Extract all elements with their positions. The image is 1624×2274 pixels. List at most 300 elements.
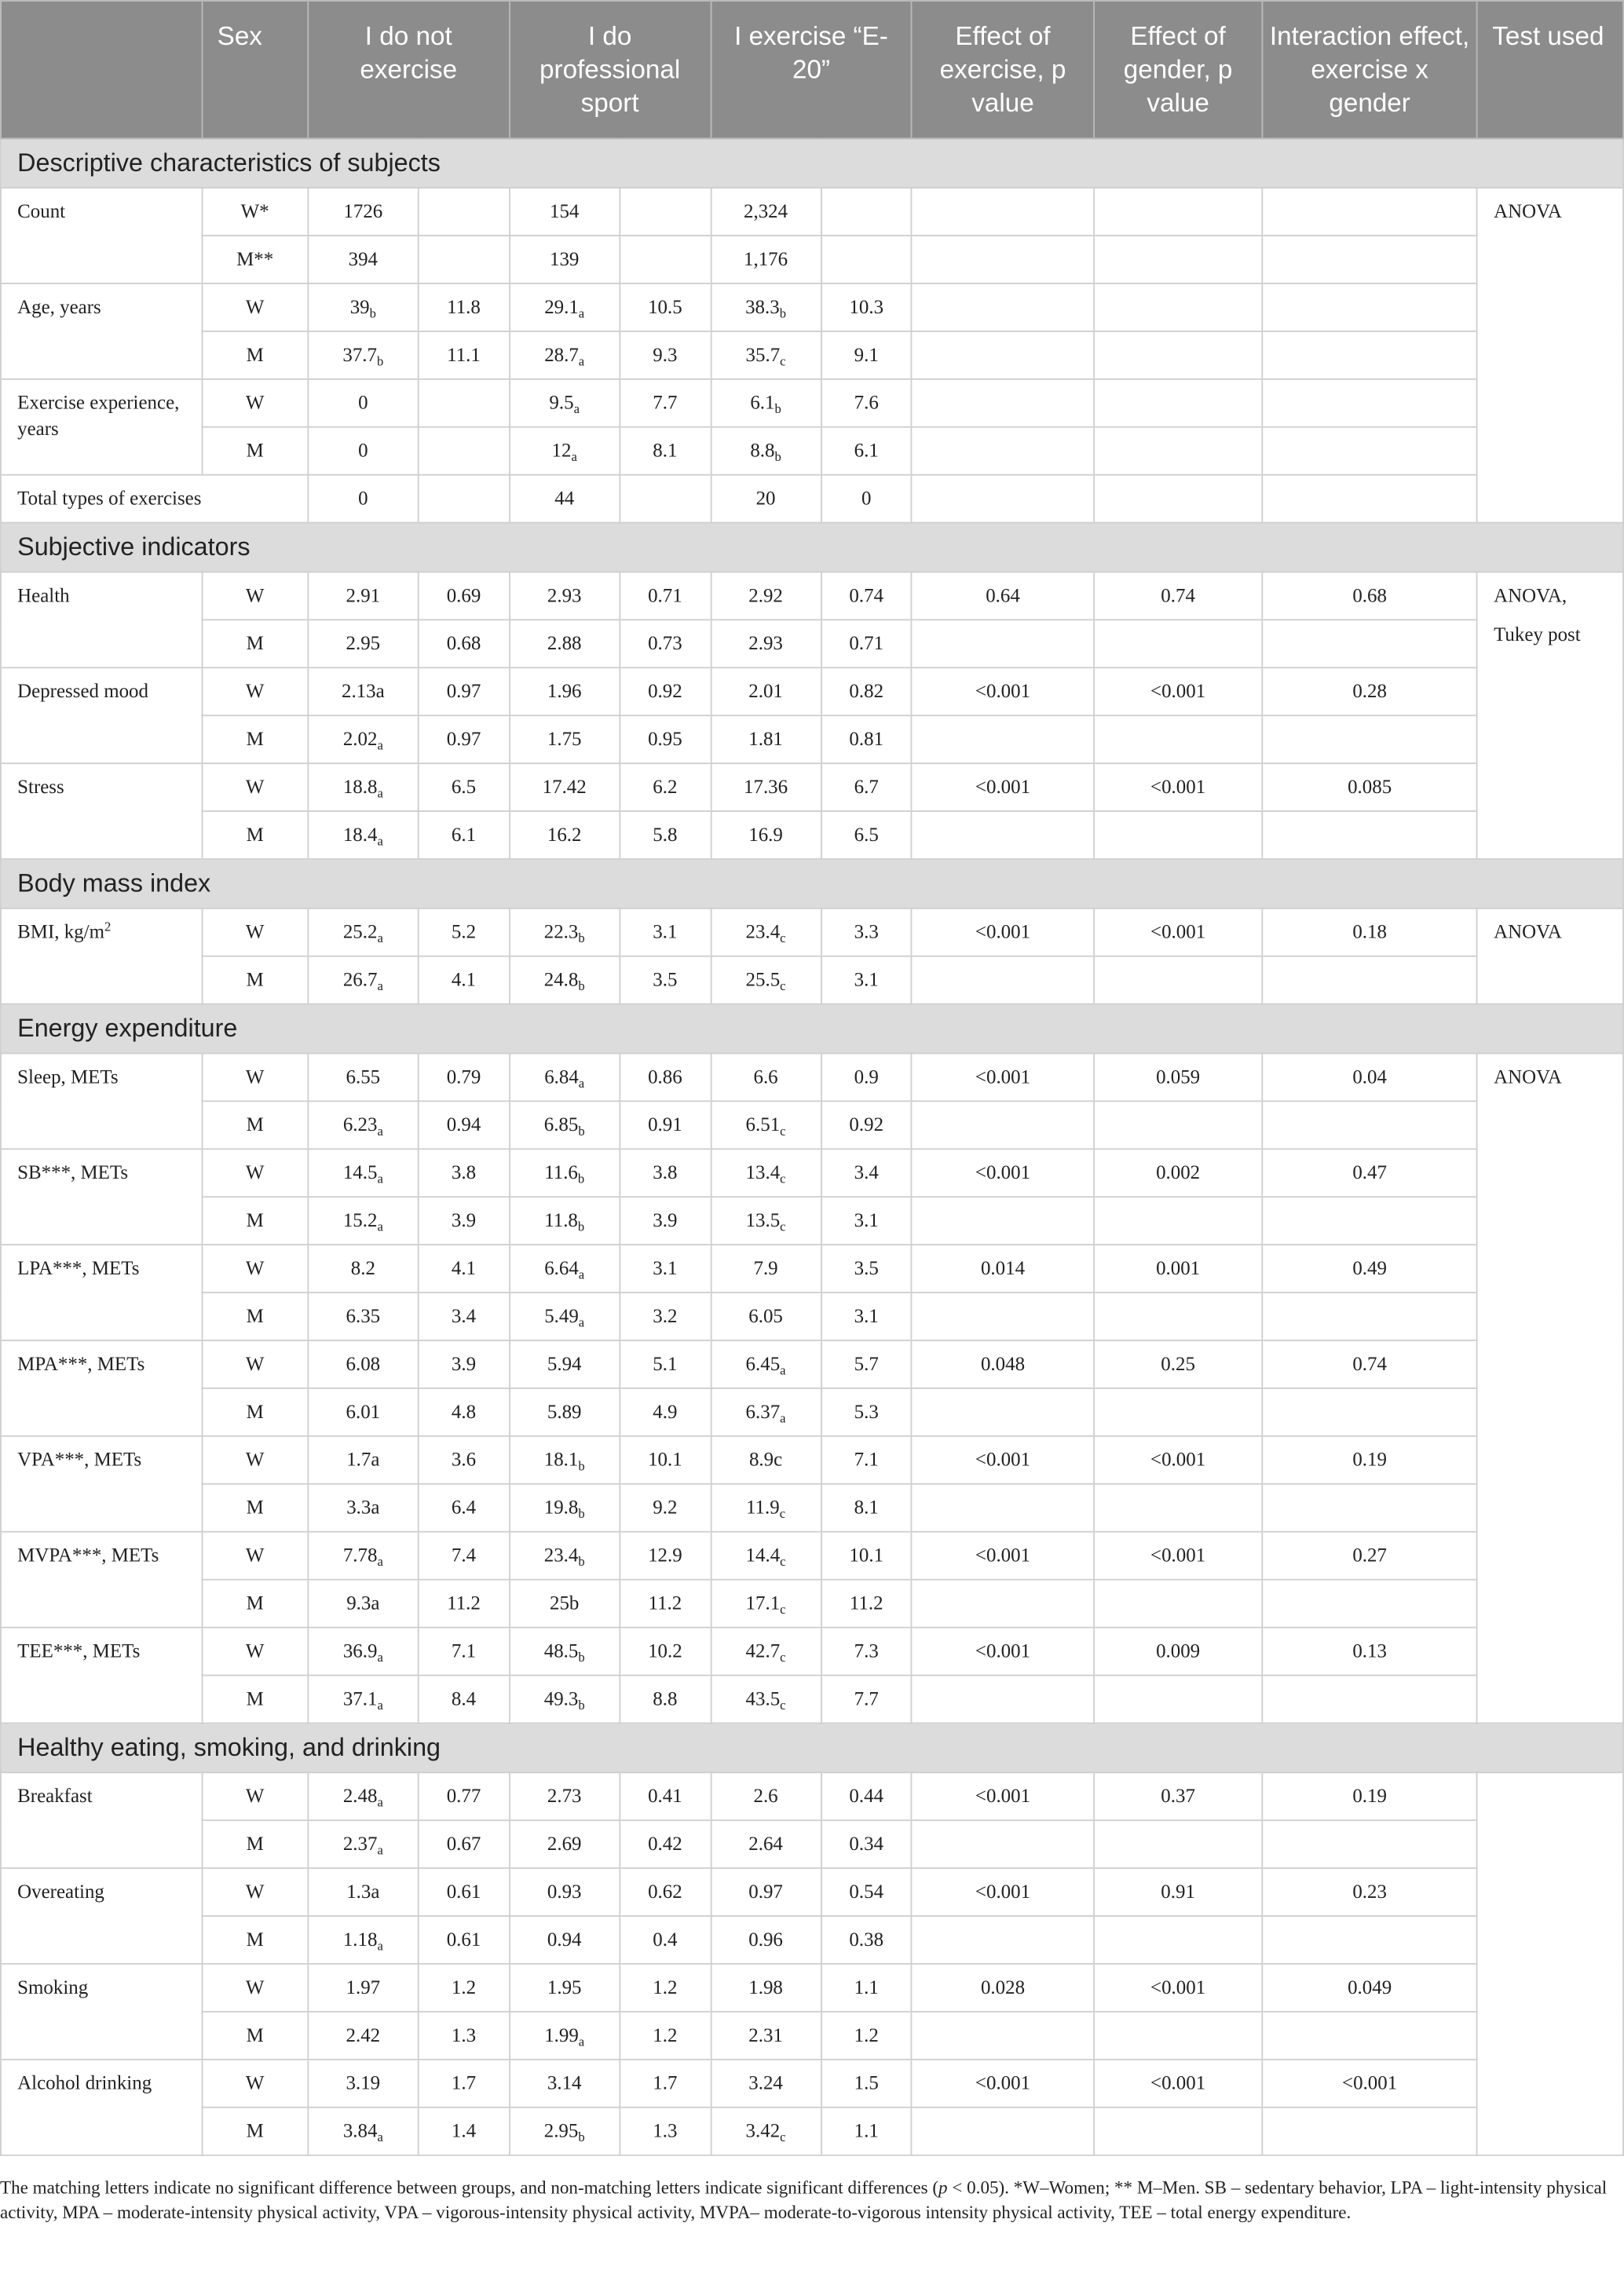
p-exercise [912, 475, 1094, 523]
sex-cell: W [202, 283, 308, 331]
table-row [1, 1916, 1623, 1964]
p-exercise [912, 1388, 1094, 1436]
p-interaction: 0.49 [1262, 1245, 1476, 1292]
p-interaction [1262, 956, 1476, 1004]
no-exercise-mean: 9.3a [308, 1580, 419, 1628]
no-exercise-sd: 8.4 [419, 1676, 510, 1724]
p-exercise [912, 620, 1094, 667]
no-exercise-mean: 1.3a [308, 1868, 419, 1916]
professional-sd: 0.91 [620, 1101, 711, 1149]
no-exercise-sd: 4.1 [419, 956, 510, 1004]
section-title: Healthy eating, smoking, and drinking [1, 1723, 1623, 1772]
p-exercise [912, 427, 1094, 475]
sex-cell: W [202, 1053, 308, 1101]
variable-label: MPA***, METs [1, 1340, 202, 1436]
p-exercise: <0.001 [912, 763, 1094, 811]
no-exercise-mean: $2.37_a$ [308, 1820, 419, 1868]
professional-mean: $48.5_b$ [509, 1628, 620, 1676]
sex-cell: M** [202, 236, 308, 283]
p-gender [1094, 620, 1263, 667]
test-used-cell [1477, 1772, 1623, 2155]
professional-sd: 6.2 [620, 763, 711, 811]
variable-label: Smoking [1, 1964, 202, 2060]
e20-sd: 6.1 [821, 427, 912, 475]
professional-mean: 2.88 [509, 620, 620, 667]
p-exercise [912, 1820, 1094, 1868]
professional-sd: 3.9 [620, 1197, 711, 1245]
sex-cell: M [202, 956, 308, 1004]
p-gender: 0.009 [1094, 1628, 1263, 1676]
e20-sd: 1.1 [821, 2108, 912, 2155]
variable-label: Overeating [1, 1868, 202, 1964]
p-exercise [912, 1676, 1094, 1724]
professional-sd: 5.8 [620, 811, 711, 859]
p-interaction [1262, 1101, 1476, 1149]
e20-mean: 0.97 [711, 1868, 821, 1916]
sex-cell: W [202, 1340, 308, 1388]
table-row [1, 1820, 1623, 1868]
no-exercise-mean: 394 [308, 236, 419, 283]
no-exercise-mean: 0 [308, 427, 419, 475]
no-exercise-sd: 1.4 [419, 2108, 510, 2155]
header-e20: I exercise “E-20” [711, 1, 912, 138]
variable-label: Alcohol drinking [1, 2060, 202, 2155]
p-gender [1094, 427, 1263, 475]
professional-sd: 0.73 [620, 620, 711, 667]
no-exercise-mean: 2.95 [308, 620, 419, 667]
professional-sd: 0.4 [620, 1916, 711, 1964]
e20-mean: 2.64 [711, 1820, 821, 1868]
p-interaction [1262, 1676, 1476, 1724]
no-exercise-sd: 0.77 [419, 1772, 510, 1820]
professional-sd: 0.71 [620, 572, 711, 620]
variable-label: Age, years [1, 283, 202, 379]
professional-mean: $2.95_b$ [509, 2108, 620, 2155]
table-row [1, 283, 1623, 331]
e20-sd: 10.3 [821, 283, 912, 331]
sex-cell: W [202, 379, 308, 427]
e20-mean: 2.92 [711, 572, 821, 620]
table-row [1, 909, 1623, 956]
p-interaction: 0.19 [1262, 1772, 1476, 1820]
e20-mean: $35.7_c$ [711, 331, 821, 379]
section-row [1, 859, 1623, 909]
header-no-exercise: I do not exercise [308, 1, 509, 138]
e20-sd: 7.7 [821, 1676, 912, 1724]
table-row [1, 667, 1623, 715]
professional-sd: 0.92 [620, 667, 711, 715]
table-row [1, 572, 1623, 620]
p-interaction: 0.18 [1262, 909, 1476, 956]
p-gender: 0.001 [1094, 1245, 1263, 1292]
variable-label: MVPA***, METs [1, 1532, 202, 1628]
e20-mean: 20 [711, 475, 821, 523]
sex-cell: W [202, 1628, 308, 1676]
professional-sd: 0.95 [620, 715, 711, 763]
professional-mean: 17.42 [509, 763, 620, 811]
test-used-cell: ANOVA [1477, 188, 1623, 523]
e20-sd: 3.1 [821, 1197, 912, 1245]
e20-sd: 3.4 [821, 1149, 912, 1197]
e20-mean: $13.5_c$ [711, 1197, 821, 1245]
e20-sd [821, 236, 912, 283]
p-gender: <0.001 [1094, 763, 1263, 811]
e20-mean: 1,176 [711, 236, 821, 283]
section-title: Body mass index [1, 859, 1623, 909]
p-gender: <0.001 [1094, 1532, 1263, 1580]
professional-mean: 1.75 [509, 715, 620, 763]
variable-label: VPA***, METs [1, 1436, 202, 1532]
variable-label: Breakfast [1, 1772, 202, 1868]
sex-cell: M [202, 2108, 308, 2155]
e20-sd: 0.81 [821, 715, 912, 763]
table-row [1, 1484, 1623, 1532]
sex-cell: W [202, 1532, 308, 1580]
professional-sd: 1.3 [620, 2108, 711, 2155]
professional-sd: 0.41 [620, 1772, 711, 1820]
no-exercise-sd [419, 379, 510, 427]
e20-mean: 2.01 [711, 667, 821, 715]
header-professional-sport: I do professional sport [509, 1, 710, 138]
no-exercise-mean: 0 [308, 475, 419, 523]
p-interaction: 0.68 [1262, 572, 1476, 620]
no-exercise-mean: $2.02_a$ [308, 715, 419, 763]
p-exercise [912, 811, 1094, 859]
sex-cell: W [202, 1149, 308, 1197]
no-exercise-mean: $14.5_a$ [308, 1149, 419, 1197]
sex-cell: M [202, 1197, 308, 1245]
no-exercise-mean: 1726 [308, 188, 419, 236]
p-exercise [912, 2012, 1094, 2060]
professional-mean: 154 [509, 188, 620, 236]
e20-mean: $25.5_c$ [711, 956, 821, 1004]
e20-sd: 0.71 [821, 620, 912, 667]
sex-cell: W [202, 1436, 308, 1484]
table-row [1, 1964, 1623, 2012]
table-row [1, 2108, 1623, 2155]
professional-sd: 0.42 [620, 1820, 711, 1868]
e20-mean: 0.96 [711, 1916, 821, 1964]
professional-mean: 5.94 [509, 1340, 620, 1388]
sex-cell: W [202, 1868, 308, 1916]
p-interaction: 0.085 [1262, 763, 1476, 811]
table-row [1, 236, 1623, 283]
e20-sd: 0.44 [821, 1772, 912, 1820]
no-exercise-sd: 3.9 [419, 1340, 510, 1388]
professional-sd: 12.9 [620, 1532, 711, 1580]
p-gender: 0.91 [1094, 1868, 1263, 1916]
professional-mean: 1.95 [509, 1964, 620, 2012]
e20-sd: 0 [821, 475, 912, 523]
e20-sd: 1.5 [821, 2060, 912, 2108]
p-interaction: <0.001 [1262, 2060, 1476, 2108]
e20-sd: 0.38 [821, 1916, 912, 1964]
e20-sd: 7.3 [821, 1628, 912, 1676]
p-gender: 0.74 [1094, 572, 1263, 620]
professional-mean: 139 [509, 236, 620, 283]
professional-sd: 0.86 [620, 1053, 711, 1101]
table-row [1, 620, 1623, 667]
no-exercise-sd: 1.3 [419, 2012, 510, 2060]
e20-mean: 1.98 [711, 1964, 821, 2012]
no-exercise-mean: 3.3a [308, 1484, 419, 1532]
variable-label: TEE***, METs [1, 1628, 202, 1724]
e20-mean: 1.81 [711, 715, 821, 763]
e20-mean: $42.7_c$ [711, 1628, 821, 1676]
p-gender [1094, 236, 1263, 283]
p-interaction [1262, 2012, 1476, 2060]
p-interaction [1262, 1292, 1476, 1340]
e20-mean: $43.5_c$ [711, 1676, 821, 1724]
e20-mean: $6.45_a$ [711, 1340, 821, 1388]
professional-mean: 1.96 [509, 667, 620, 715]
table-row [1, 1245, 1623, 1292]
e20-mean: $3.42_c$ [711, 2108, 821, 2155]
table-row [1, 1053, 1623, 1101]
professional-sd: 3.2 [620, 1292, 711, 1340]
professional-mean: 3.14 [509, 2060, 620, 2108]
no-exercise-mean: $26.7_a$ [308, 956, 419, 1004]
e20-sd: 5.3 [821, 1388, 912, 1436]
professional-sd: 8.1 [620, 427, 711, 475]
table-row [1, 1628, 1623, 1676]
e20-mean: 6.05 [711, 1292, 821, 1340]
no-exercise-sd: 11.8 [419, 283, 510, 331]
e20-sd: 9.1 [821, 331, 912, 379]
e20-sd: 3.5 [821, 1245, 912, 1292]
p-exercise: <0.001 [912, 909, 1094, 956]
e20-mean: 17.36 [711, 763, 821, 811]
p-exercise [912, 331, 1094, 379]
e20-sd: 6.5 [821, 811, 912, 859]
p-gender: <0.001 [1094, 1436, 1263, 1484]
professional-sd: 3.5 [620, 956, 711, 1004]
no-exercise-sd: 3.4 [419, 1292, 510, 1340]
sex-cell: W [202, 572, 308, 620]
professional-sd: 9.2 [620, 1484, 711, 1532]
p-gender [1094, 1484, 1263, 1532]
professional-sd: 5.1 [620, 1340, 711, 1388]
p-exercise [912, 1916, 1094, 1964]
no-exercise-mean: $7.78_a$ [308, 1532, 419, 1580]
p-interaction [1262, 236, 1476, 283]
p-interaction: 0.04 [1262, 1053, 1476, 1101]
p-exercise [912, 379, 1094, 427]
no-exercise-sd: 0.97 [419, 667, 510, 715]
p-exercise: 0.014 [912, 1245, 1094, 1292]
p-exercise: <0.001 [912, 1532, 1094, 1580]
e20-mean: $6.1_b$ [711, 379, 821, 427]
p-gender [1094, 956, 1263, 1004]
professional-sd: 3.1 [620, 1245, 711, 1292]
section-title: Energy expenditure [1, 1004, 1623, 1054]
professional-mean: 5.89 [509, 1388, 620, 1436]
p-exercise [912, 715, 1094, 763]
p-interaction [1262, 620, 1476, 667]
p-exercise: 0.048 [912, 1340, 1094, 1388]
sex-cell: M [202, 1484, 308, 1532]
p-exercise: <0.001 [912, 1868, 1094, 1916]
e20-sd: 11.2 [821, 1580, 912, 1628]
professional-mean: $6.64_a$ [509, 1245, 620, 1292]
no-exercise-sd: 1.7 [419, 2060, 510, 2108]
professional-mean: $19.8_b$ [509, 1484, 620, 1532]
table-row [1, 1388, 1623, 1436]
e20-sd: 3.1 [821, 956, 912, 1004]
table-row [1, 1868, 1623, 1916]
e20-sd: 3.1 [821, 1292, 912, 1340]
p-exercise: <0.001 [912, 1149, 1094, 1197]
variable-label: Health [1, 572, 202, 667]
no-exercise-sd: 4.1 [419, 1245, 510, 1292]
p-gender: <0.001 [1094, 667, 1263, 715]
no-exercise-sd [419, 475, 510, 523]
table-row [1, 1676, 1623, 1724]
header-interaction: Interaction effect, exercise x gender [1262, 1, 1476, 138]
p-gender [1094, 811, 1263, 859]
no-exercise-mean: 6.01 [308, 1388, 419, 1436]
p-exercise [912, 283, 1094, 331]
professional-mean: $11.6_b$ [509, 1149, 620, 1197]
no-exercise-mean: $18.8_a$ [308, 763, 419, 811]
p-exercise: <0.001 [912, 1053, 1094, 1101]
p-exercise [912, 236, 1094, 283]
e20-mean: 7.9 [711, 1245, 821, 1292]
variable-label: Count [1, 188, 202, 283]
e20-sd: 0.82 [821, 667, 912, 715]
e20-mean: $6.51_c$ [711, 1101, 821, 1149]
p-interaction [1262, 379, 1476, 427]
no-exercise-mean: $15.2_a$ [308, 1197, 419, 1245]
variable-label: Exercise experience, years [1, 379, 202, 475]
p-interaction [1262, 1388, 1476, 1436]
e20-mean: 8.9c [711, 1436, 821, 1484]
table-row [1, 763, 1623, 811]
e20-sd: 8.1 [821, 1484, 912, 1532]
e20-mean: 2.31 [711, 2012, 821, 2060]
p-gender [1094, 379, 1263, 427]
e20-mean: 6.6 [711, 1053, 821, 1101]
p-gender [1094, 1197, 1263, 1245]
e20-mean: 16.9 [711, 811, 821, 859]
professional-mean: 16.2 [509, 811, 620, 859]
professional-sd [620, 475, 711, 523]
p-gender [1094, 1916, 1263, 1964]
variable-label: Sleep, METs [1, 1053, 202, 1149]
table-header [1, 1, 1623, 138]
e20-sd: 7.1 [821, 1436, 912, 1484]
e20-mean: $6.37_a$ [711, 1388, 821, 1436]
e20-sd: 0.9 [821, 1053, 912, 1101]
header-effect-exercise: Effect of exercise, p value [912, 1, 1094, 138]
p-gender [1094, 1580, 1263, 1628]
variable-label: Stress [1, 763, 202, 859]
professional-mean: 0.93 [509, 1868, 620, 1916]
no-exercise-mean: 1.97 [308, 1964, 419, 2012]
p-interaction [1262, 1820, 1476, 1868]
e20-mean: $23.4_c$ [711, 909, 821, 956]
no-exercise-sd: 0.67 [419, 1820, 510, 1868]
professional-mean: $6.85_b$ [509, 1101, 620, 1149]
variable-label: Depressed mood [1, 667, 202, 763]
section-row [1, 138, 1623, 188]
professional-mean: $12_a$ [509, 427, 620, 475]
professional-mean: $23.4_b$ [509, 1532, 620, 1580]
e20-sd: 0.34 [821, 1820, 912, 1868]
p-interaction: 0.19 [1262, 1436, 1476, 1484]
table-row [1, 956, 1623, 1004]
sex-cell: W [202, 1245, 308, 1292]
e20-mean: $17.1_c$ [711, 1580, 821, 1628]
p-gender: 0.059 [1094, 1053, 1263, 1101]
p-exercise [912, 1101, 1094, 1149]
no-exercise-sd: 0.79 [419, 1053, 510, 1101]
p-gender [1094, 283, 1263, 331]
sex-cell: M [202, 1916, 308, 1964]
table-row [1, 2060, 1623, 2108]
sex-cell: M [202, 1580, 308, 1628]
e20-mean: $8.8_b$ [711, 427, 821, 475]
sex-cell: M [202, 1388, 308, 1436]
e20-mean: 2.6 [711, 1772, 821, 1820]
sex-cell: M [202, 620, 308, 667]
no-exercise-mean: $18.4_a$ [308, 811, 419, 859]
no-exercise-sd: 11.1 [419, 331, 510, 379]
p-interaction [1262, 331, 1476, 379]
p-exercise: 0.028 [912, 1964, 1094, 2012]
p-interaction [1262, 1916, 1476, 1964]
table-row [1, 1197, 1623, 1245]
no-exercise-sd: 0.61 [419, 1916, 510, 1964]
section-row [1, 1004, 1623, 1054]
sex-cell: W [202, 1964, 308, 2012]
p-gender: <0.001 [1094, 1964, 1263, 2012]
no-exercise-sd: 3.9 [419, 1197, 510, 1245]
test-used-cell: ANOVA [1477, 1053, 1623, 1723]
no-exercise-mean: $37.1_a$ [308, 1676, 419, 1724]
no-exercise-sd: 0.68 [419, 620, 510, 667]
sex-cell: W [202, 909, 308, 956]
p-interaction: 0.049 [1262, 1964, 1476, 2012]
no-exercise-sd: 4.8 [419, 1388, 510, 1436]
table-row [1, 1532, 1623, 1580]
p-interaction: 0.74 [1262, 1340, 1476, 1388]
e20-sd: 7.6 [821, 379, 912, 427]
p-exercise: <0.001 [912, 1628, 1094, 1676]
header-blank [1, 1, 202, 138]
p-interaction [1262, 283, 1476, 331]
no-exercise-sd: 0.97 [419, 715, 510, 763]
sex-cell: M [202, 331, 308, 379]
sex-cell: M [202, 811, 308, 859]
section-row [1, 1723, 1623, 1772]
p-exercise [912, 2108, 1094, 2155]
no-exercise-sd: 7.4 [419, 1532, 510, 1580]
no-exercise-sd: 0.69 [419, 572, 510, 620]
no-exercise-mean: 2.91 [308, 572, 419, 620]
p-interaction: 0.23 [1262, 1868, 1476, 1916]
professional-sd: 10.5 [620, 283, 711, 331]
professional-sd [620, 236, 711, 283]
variable-label: LPA***, METs [1, 1245, 202, 1340]
p-interaction [1262, 475, 1476, 523]
table-row [1, 1772, 1623, 1820]
no-exercise-sd: 1.2 [419, 1964, 510, 2012]
p-exercise: <0.001 [912, 1436, 1094, 1484]
p-gender: 0.37 [1094, 1772, 1263, 1820]
p-gender [1094, 331, 1263, 379]
p-gender: 0.002 [1094, 1149, 1263, 1197]
